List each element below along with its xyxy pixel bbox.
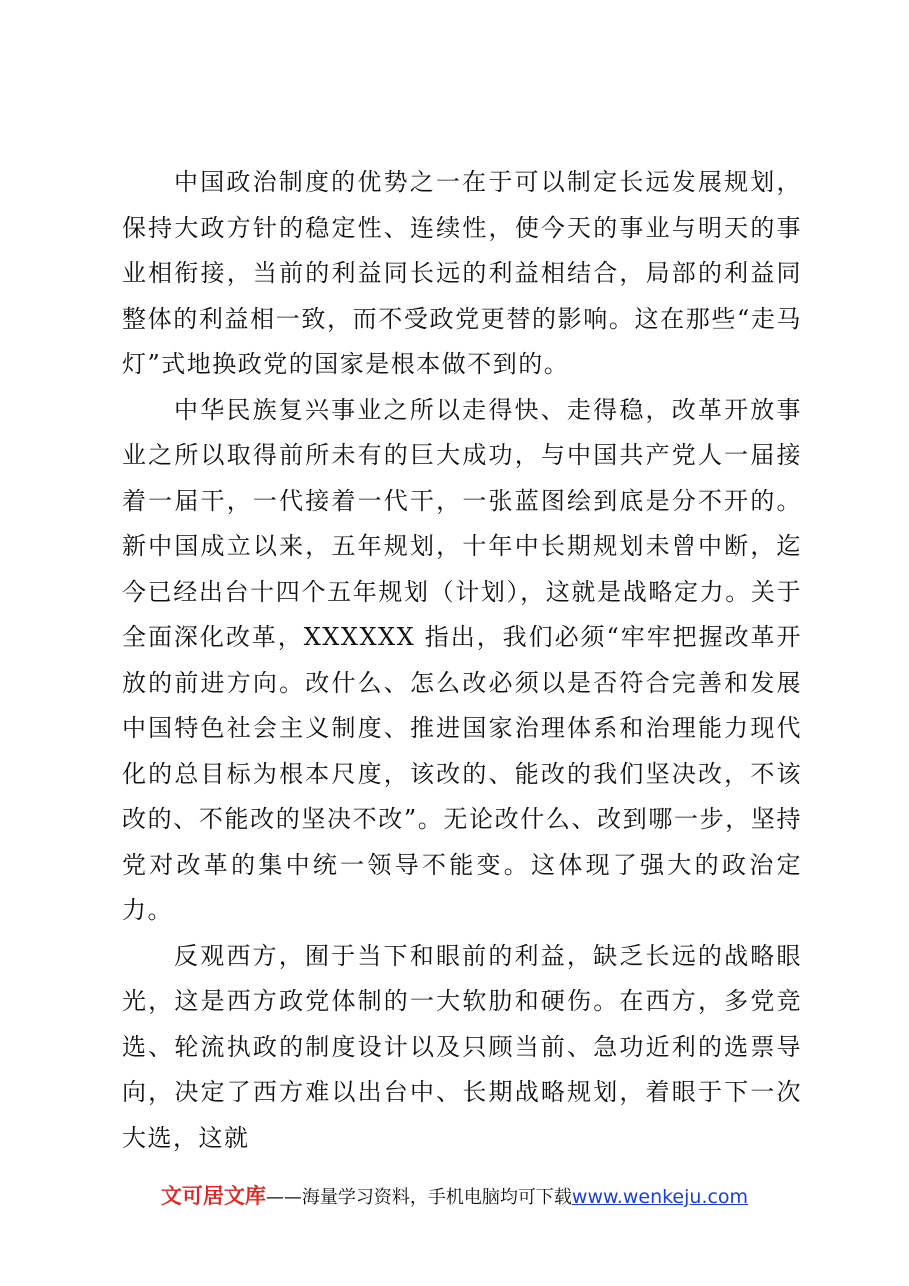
footer-website-link[interactable]: www.wenkeju.com [571, 1186, 749, 1208]
paragraph: 中国政治制度的优势之一在于可以制定长远发展规划，保持大政方针的稳定性、连续性，使今天的事业与明天的事业相衔接，当前的利益同长远的利益相结合，局部的利益同整体的利益相一致，而不受政党更替的影响。这在那些“走马灯”式地换政党的国家是根本做不到的。 [122, 168, 802, 378]
page-footer [0, 1180, 909, 1210]
paragraph: 反观西方，囿于当下和眼前的利益，缺乏长远的战略眼光，这是西方政党体制的一大软肋和硬伤。在西方，多党竞选、轮流执政的制度设计以及只顾当前、急功近利的选票导向，决定了西方难以出台中、长期战略规划，着眼于下一次大选，这就 [122, 941, 802, 1152]
document-body [122, 160, 802, 1161]
footer-tagline: ——海量学习资料，手机电脑均可下载 [265, 1187, 572, 1208]
paragraph: 中华民族复兴事业之所以走得快、走得稳，改革开放事业之所以取得前所未有的巨大成功，与中国共产党人一届接着一届干，一代接着一代干，一张蓝图绘到底是分不开的。新中国成立以来，五年规划，十年中长期规划未曾中断，迄今已经出台十四个五年规划（计划），这就是战略定力。关于全面深化改革，XXXXXX 指出，我们必须“牢牢把握改革开放的前进方向。改什么、怎么改必须以是否符合完善和发展中国特色社会主义制度、推进国家治理体系和治理能力现代化的总目标为根本尺度，该改的、能改的我们坚决改，不该改的、不能改的坚决不改”。无论改什么、改到哪一步，坚持党对改革的集中统一领导不能变。这体现了强大的政治定力。 [122, 395, 802, 924]
footer-brand: 文可居文库 [160, 1184, 266, 1208]
